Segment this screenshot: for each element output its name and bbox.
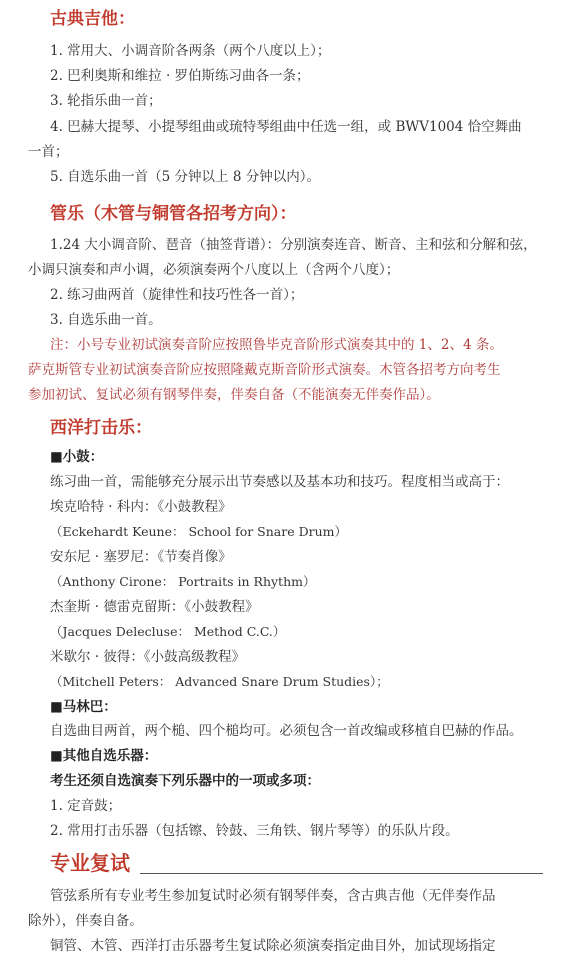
winds-note-line-2: 萨克斯管专业初试演奏音阶应按照隆戴克斯音阶形式演奏。木管各招考方向考生 [28, 362, 501, 378]
section-title-percussion: 西洋打击乐： [50, 418, 152, 438]
snare-line-8: 米歇尔 · 彼得：《小鼓高级教程》 [50, 649, 246, 665]
guitar-line-3: 3. 轮指乐曲一首； [50, 93, 162, 109]
subsection-title-snare: ■小鼓： [50, 449, 104, 465]
other-subtitle: 考生还须自选演奏下列乐器中的一项或多项： [50, 773, 320, 789]
guitar-line-5: 5. 自选乐曲一首（5 分钟以上 8 分钟以内）。 [50, 169, 320, 185]
subsection-title-marimba: ■马林巴： [50, 699, 117, 715]
winds-line-3: 3. 自选乐曲一首。 [50, 312, 162, 328]
snare-line-5: （Anthony Cirone： Portraits in Rhythm） [50, 574, 316, 589]
guitar-line-4-cont: 一首； [28, 144, 69, 160]
winds-line-2: 2. 练习曲两首（旋律性和技巧性各一首）； [50, 287, 304, 303]
section-title-retest: 专业复试 [50, 851, 130, 875]
section-title-classical-guitar: 古典吉他： [50, 9, 135, 29]
retest-line-1: 管弦系所有专业考生参加复试时必须有钢琴伴奏，含古典吉他（无伴奏作品 [50, 888, 496, 904]
retest-line-1-cont: 除外），伴奏自备。 [28, 913, 143, 929]
winds-note-line-1: 注：小号专业初试演奏音阶应按照鲁毕克音阶形式演奏其中的 1、2、4 条。 [50, 337, 503, 353]
other-line-1: 1. 定音鼓； [50, 798, 122, 814]
snare-line-6: 杰奎斯 · 德雷克留斯：《小鼓教程》 [50, 599, 259, 615]
other-line-2: 2. 常用打击乐器（包括镲、铃鼓、三角铁、钢片琴等）的乐队片段。 [50, 823, 459, 839]
guitar-line-2: 2. 巴利奥斯和维拉 · 罗伯斯练习曲各一条； [50, 68, 310, 84]
guitar-line-4: 4. 巴赫大提琴、小提琴组曲或琉特琴组曲中任选一组，或 BWV1004 恰空舞曲 [50, 119, 522, 135]
section-title-winds: 管乐（木管与铜管各招考方向）： [50, 204, 297, 224]
guitar-line-1: 1. 常用大、小调音阶各两条（两个八度以上）； [50, 43, 331, 59]
retest-line-2: 铜管、木管、西洋打击乐器考生复试除必须演奏指定曲目外，加试现场指定 [50, 938, 496, 954]
snare-line-2: 埃克哈特 · 科内：《小鼓教程》 [50, 499, 232, 515]
snare-line-4: 安东尼 · 塞罗尼：《节奏肖像》 [50, 549, 232, 565]
winds-line-1: 1.24 大小调音阶、琶音（抽签背谱）：分别演奏连音、断音、主和弦和分解和弦， [50, 237, 537, 253]
section-title-underline [140, 873, 543, 874]
snare-line-3: （Eckehardt Keune： School for Snare Drum） [50, 524, 347, 539]
snare-line-1: 练习曲一首，需能够充分展示出节奏感以及基本功和技巧。程度相当或高于： [50, 474, 509, 490]
snare-line-9: （Mitchell Peters： Advanced Snare Drum Studies）； [50, 674, 389, 689]
winds-line-1-cont: 小调只演奏和声小调，必须演奏两个八度以上（含两个八度）； [28, 262, 400, 278]
subsection-title-other: ■其他自选乐器： [50, 748, 158, 764]
winds-note-line-3: 参加初试、复试必须有钢琴伴奏，伴奏自备（不能演奏无伴奏作品）。 [28, 387, 440, 403]
marimba-line-1: 自选曲目两首，两个槌、四个槌均可。必须包含一首改编或移植自巴赫的作品。 [50, 723, 523, 739]
snare-line-7: （Jacques Delecluse： Method C.C.） [50, 624, 286, 639]
